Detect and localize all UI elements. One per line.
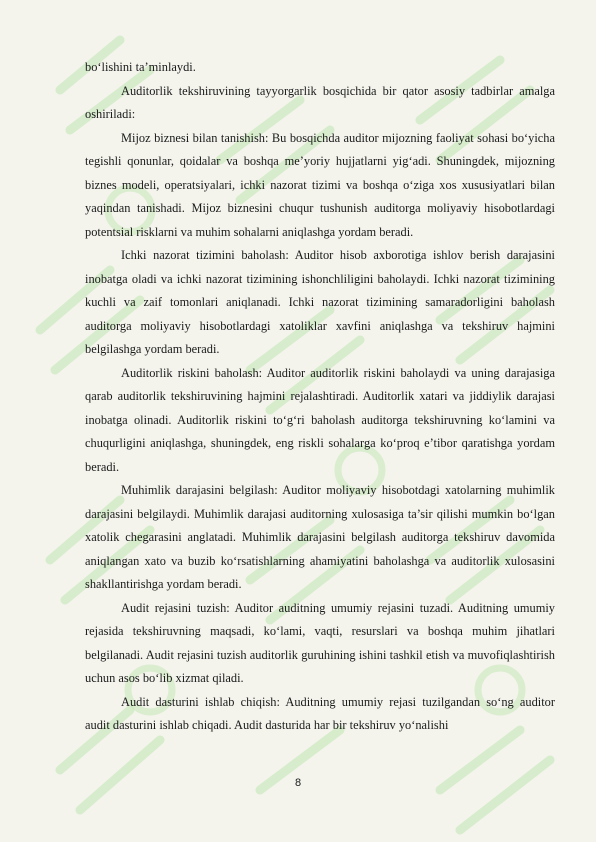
paragraph: Auditorlik tekshiruvining tayyorgarlik bosqichida bir qator asosiy tadbirlar amalga oshiriladi:	[85, 83, 555, 121]
paragraph: bo‘lishini ta’minlaydi.	[85, 60, 196, 74]
page-number: 8	[294, 777, 302, 789]
paragraph: Auditorlik riskini baholash: Auditor auditorlik riskini baholaydi va uning darajasiga qarab auditorlik tekshiruvining hajmini rejalashtiradi. Auditorlik xatari va jiddiylik darajasi inobatga olinadi. Auditorlik riskini to‘g‘ri baholash auditorga tekshiruvning ko‘lamini va chuqurligini aniqlashga, shuningdek, eng riskli sohalarga ko‘proq e’tibor qaratishga yordam beradi.	[85, 365, 555, 474]
paragraph: Audit rejasini tuzish: Auditor auditning umumiy rejasini tuzadi. Auditning umumiy rejasida tekshiruvning maqsadi, ko‘lami, vaqti, resurslari va boshqa muhim jihatlari belgilanadi. Audit rejasini tuzish auditorlik guruhining ishini tashkil etish va muvofiqlashtirish uchun asos bo‘lib xizmat qiladi.	[85, 600, 555, 685]
paragraph: Muhimlik darajasini belgilash: Auditor moliyaviy hisobotdagi xatolarning muhimlik darajasini belgilaydi. Muhimlik darajasi auditorning xulosasiga ta’sir qilishi mumkin bo‘lgan xatolik chegarasini anglatadi. Muhimlik darajasini belgilash auditorga tekshiruv davomida aniqlangan xato va buzib ko‘rsatishlarning ahamiyatini baholashga va auditorlik xulosasini shakllantirishga yordam beradi.	[85, 483, 555, 591]
paragraph: Mijoz biznesi bilan tanishish: Bu bosqichda auditor mijozning faoliyat sohasi bo‘yicha tegishli qonunlar, qoidalar va boshqa me’yoriy hujjatlarni yig‘adi. Shuningdek, mijozning biznes modeli, operatsiyalari, ichki nazorat tizimi va boshqa o‘ziga xos xususiyatlari bilan yaqindan tanishadi. Mijoz biznesini chuqur tushunish auditorga moliyaviy hisobotlardagi potentsial risklarni va muhim sohalarni aniqlashga yordam beradi.	[85, 130, 555, 239]
paragraph: Ichki nazorat tizimini baholash: Auditor hisob axborotiga ishlov berish darajasini inobatga oladi va ichki nazorat tizimining ishonchliligini baholaydi. Ichki nazorat tizimining kuchli va zaif tomonlari aniqlanadi. Ichki nazorat tizimining samaradorligini baholash auditorga moliyaviy hisobotlardagi xatoliklar xavfini aniqlashga va tekshiruv hajmini belgilashga yordam beradi.	[85, 248, 555, 356]
body-text	[85, 56, 555, 738]
paragraph: Audit dasturini ishlab chiqish: Auditning umumiy rejasi tuzilgandan so‘ng auditor audit dasturini ishlab chiqadi. Audit dasturida har bir tekshiruv yo‘nalishi	[85, 694, 555, 732]
